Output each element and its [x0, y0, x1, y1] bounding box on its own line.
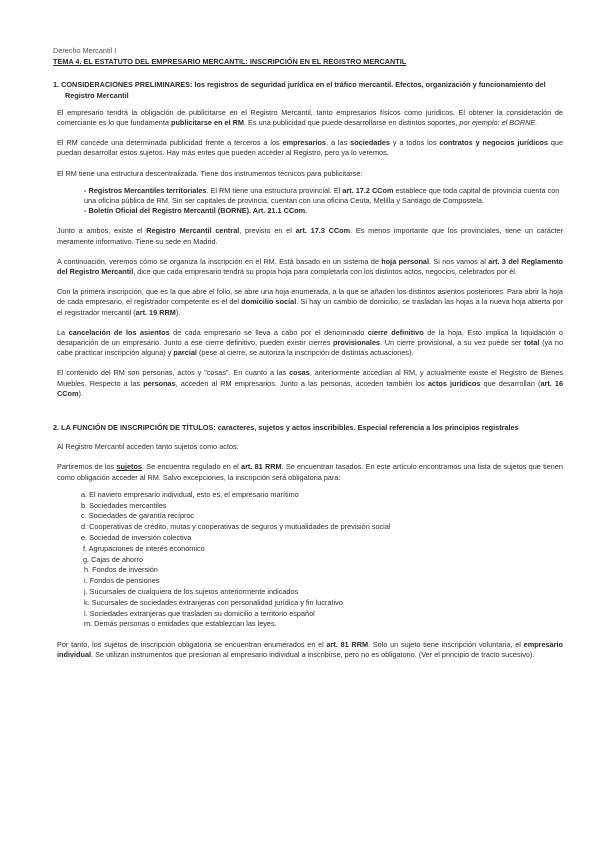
- list-item: m. Demás personas o entidades que establezcan las leyes.: [84, 619, 277, 629]
- list-item: i. Fondos de pensiones: [84, 576, 160, 586]
- list-item: g. Cajas de ahorro: [83, 554, 144, 564]
- section-1-body: [53, 108, 563, 399]
- section-1-heading: 1. CONSIDERACIONES PRELIMINARES: los registros de seguridad jurídica en el tráfico mercantil. Efectos, organización y funcionamiento del Registro Mercantil: [53, 80, 546, 100]
- paragraph: La cancelación de los asientos de cada empresario se lleva a cabo por el denominado cierre definitivo de la hoja. Esto implica la liquidación o desaparición de un empresario. Junto a ese cierre definitivo, pueden existir cierres provisionales. Un cierre provisional, a su vez puede ser total (ya no cabe practicar inscripción alguna) y parcial (pese al cierre, se autoriza la inscripción de distintas actuaciones).: [57, 327, 563, 358]
- paragraph: Partiremos de los sujetos. Se encuentra regulado en el art. 81 RRM. Se encuentran tasados. En este artículo encontramos una lista de sujetos que tienen como obligación acceder al RM. Salvo excepciones, la inscripción será obligatoria para:: [57, 462, 563, 482]
- list-item: d. Cooperativas de crédito, mutas y cooperativas de seguros y mutualidades de previsión social: [81, 522, 391, 532]
- subjects-list: [81, 490, 563, 630]
- list-item: k. Sucursales de sociedades extranjeras con personalidad jurídica y fin lucrativo: [84, 597, 343, 607]
- paragraph: El contenido del RM son personas, actos y "cosas". En cuanto a las cosas, anteriormente accedían al RM, y actualmente existe el Registro de Bienes Muebles. Respecto a las personas, acceden al RM empresarios. Junto a las personas, acceden también los actos jurídicos que desarrollan (art. 16 CCom).: [57, 368, 564, 398]
- list-item: l. Sociedades extranjeras que trasladen su domicilio a territorio español: [84, 608, 315, 618]
- section-2-heading: 2. LA FUNCIÓN DE INSCRIPCIÓN DE TÍTULOS: caracteres, sujetos y actos inscribibles. Especial referencia a los principios registrales: [53, 423, 519, 433]
- list-item: c. Sociedades de garantía recíproc: [81, 511, 195, 521]
- paragraph: El RM concede una determinada publicidad frente a terceros a los empresarios, a las sociedades y a todos los contratos y negocios jurídicos que puedan desarrollar estos sujetos. Hay más entes que pueden acceder al Registro, pero ya lo veremos.: [57, 138, 563, 158]
- registry-list: [77, 186, 563, 217]
- paragraph: El RM tiene una estructura descentralizada. Tiene dos instrumentos técnicos para publicitarse:: [57, 168, 363, 178]
- list-item: b. Sociedades mercantiles: [81, 500, 167, 510]
- list-item: - Registros Mercantiles territoriales. El RM tiene una estructura provincial. El art. 17.2 CCom establece que toda capital de provincia cuenta con una oficina pública de RM. Sin ser capitales de provincia, cuentan con una oficina Ceuta, Melilla y Santiago de Compostela.: [84, 185, 560, 206]
- list-item: e. Sociedad de inversión colectiva: [81, 533, 192, 543]
- list-item: a. El naviero empresario individual, esto es, el empresario marítimo: [81, 489, 299, 499]
- paragraph: Junto a ambos, existe el Registro Mercantil central, previsto en el art. 17.3 CCom. Es menos importante que los provinciales, tiene un carácter meramente informativo. Tiene su sede en Madrid.: [57, 226, 563, 246]
- paragraph: A continuación, veremos cómo se organiza la inscripción en el RM. Está basado en un sistema de hoja personal. Si nos vamos al art. 3 del Reglamento del Registro Mercantil, dice que cada empresario tendrá su propia hoja para completarla con los distintos actos, negocios, celebrados por él.: [57, 256, 563, 277]
- paragraph: Con la primera inscripción, que es la que abre el folio, se abre una hoja enumerada, a la que se añaden los distintos asientos posteriores. Para abrir la hoja de cada empresario, el registrador competente es el del domicilio social. Si hay un cambio de domicilio, se trasladan las hojas a la nueva hoja abierta por el registrador mercantil (art. 19 RRM).: [57, 287, 563, 317]
- paragraph: El empresario tendrá la obligación de publicitarse en el Registro Mercantil, tanto empresarios físicos como jurídicos. El obtener la consideración de comerciante es lo que fundamenta publicitarse en el RM. Es una publicidad que puede desarrollarse en distintos soportes, por ejemplo: el BORNE.: [57, 107, 563, 128]
- paragraph: Al Registro Mercantil acceden tanto sujetos como actos.: [57, 442, 239, 452]
- list-item: f. Agrupaciones de interés económico: [83, 543, 205, 553]
- list-item: - Boletín Oficial del Registro Mercantil (BORNE). Art. 21.1 CCom.: [84, 206, 308, 216]
- section-2-body: [53, 442, 563, 660]
- subject-label: Derecho Mercantil I: [53, 46, 117, 55]
- paragraph: Por tanto, los sujetos de inscripción obligatoria se encuentran enumerados en el art. 81 RRM. Solo un sujeto tiene inscripción voluntaria, el empresario individual. Se utilizan instrumentos que presionan al empresario individual a inscribirse, pero no es obligatorio. (Ver el principio de tracto sucesivo).: [57, 640, 563, 660]
- list-item: j. Sucursales de cualquiera de los sujetos anteriormente indicados: [84, 587, 299, 597]
- tema-title: TEMA 4. EL ESTATUTO DEL EMPRESARIO MERCANTIL: INSCRIPCIÓN EN EL REGISTRO MERCANTIL: [53, 57, 407, 67]
- list-item: h. Fondos de inversión: [84, 565, 158, 575]
